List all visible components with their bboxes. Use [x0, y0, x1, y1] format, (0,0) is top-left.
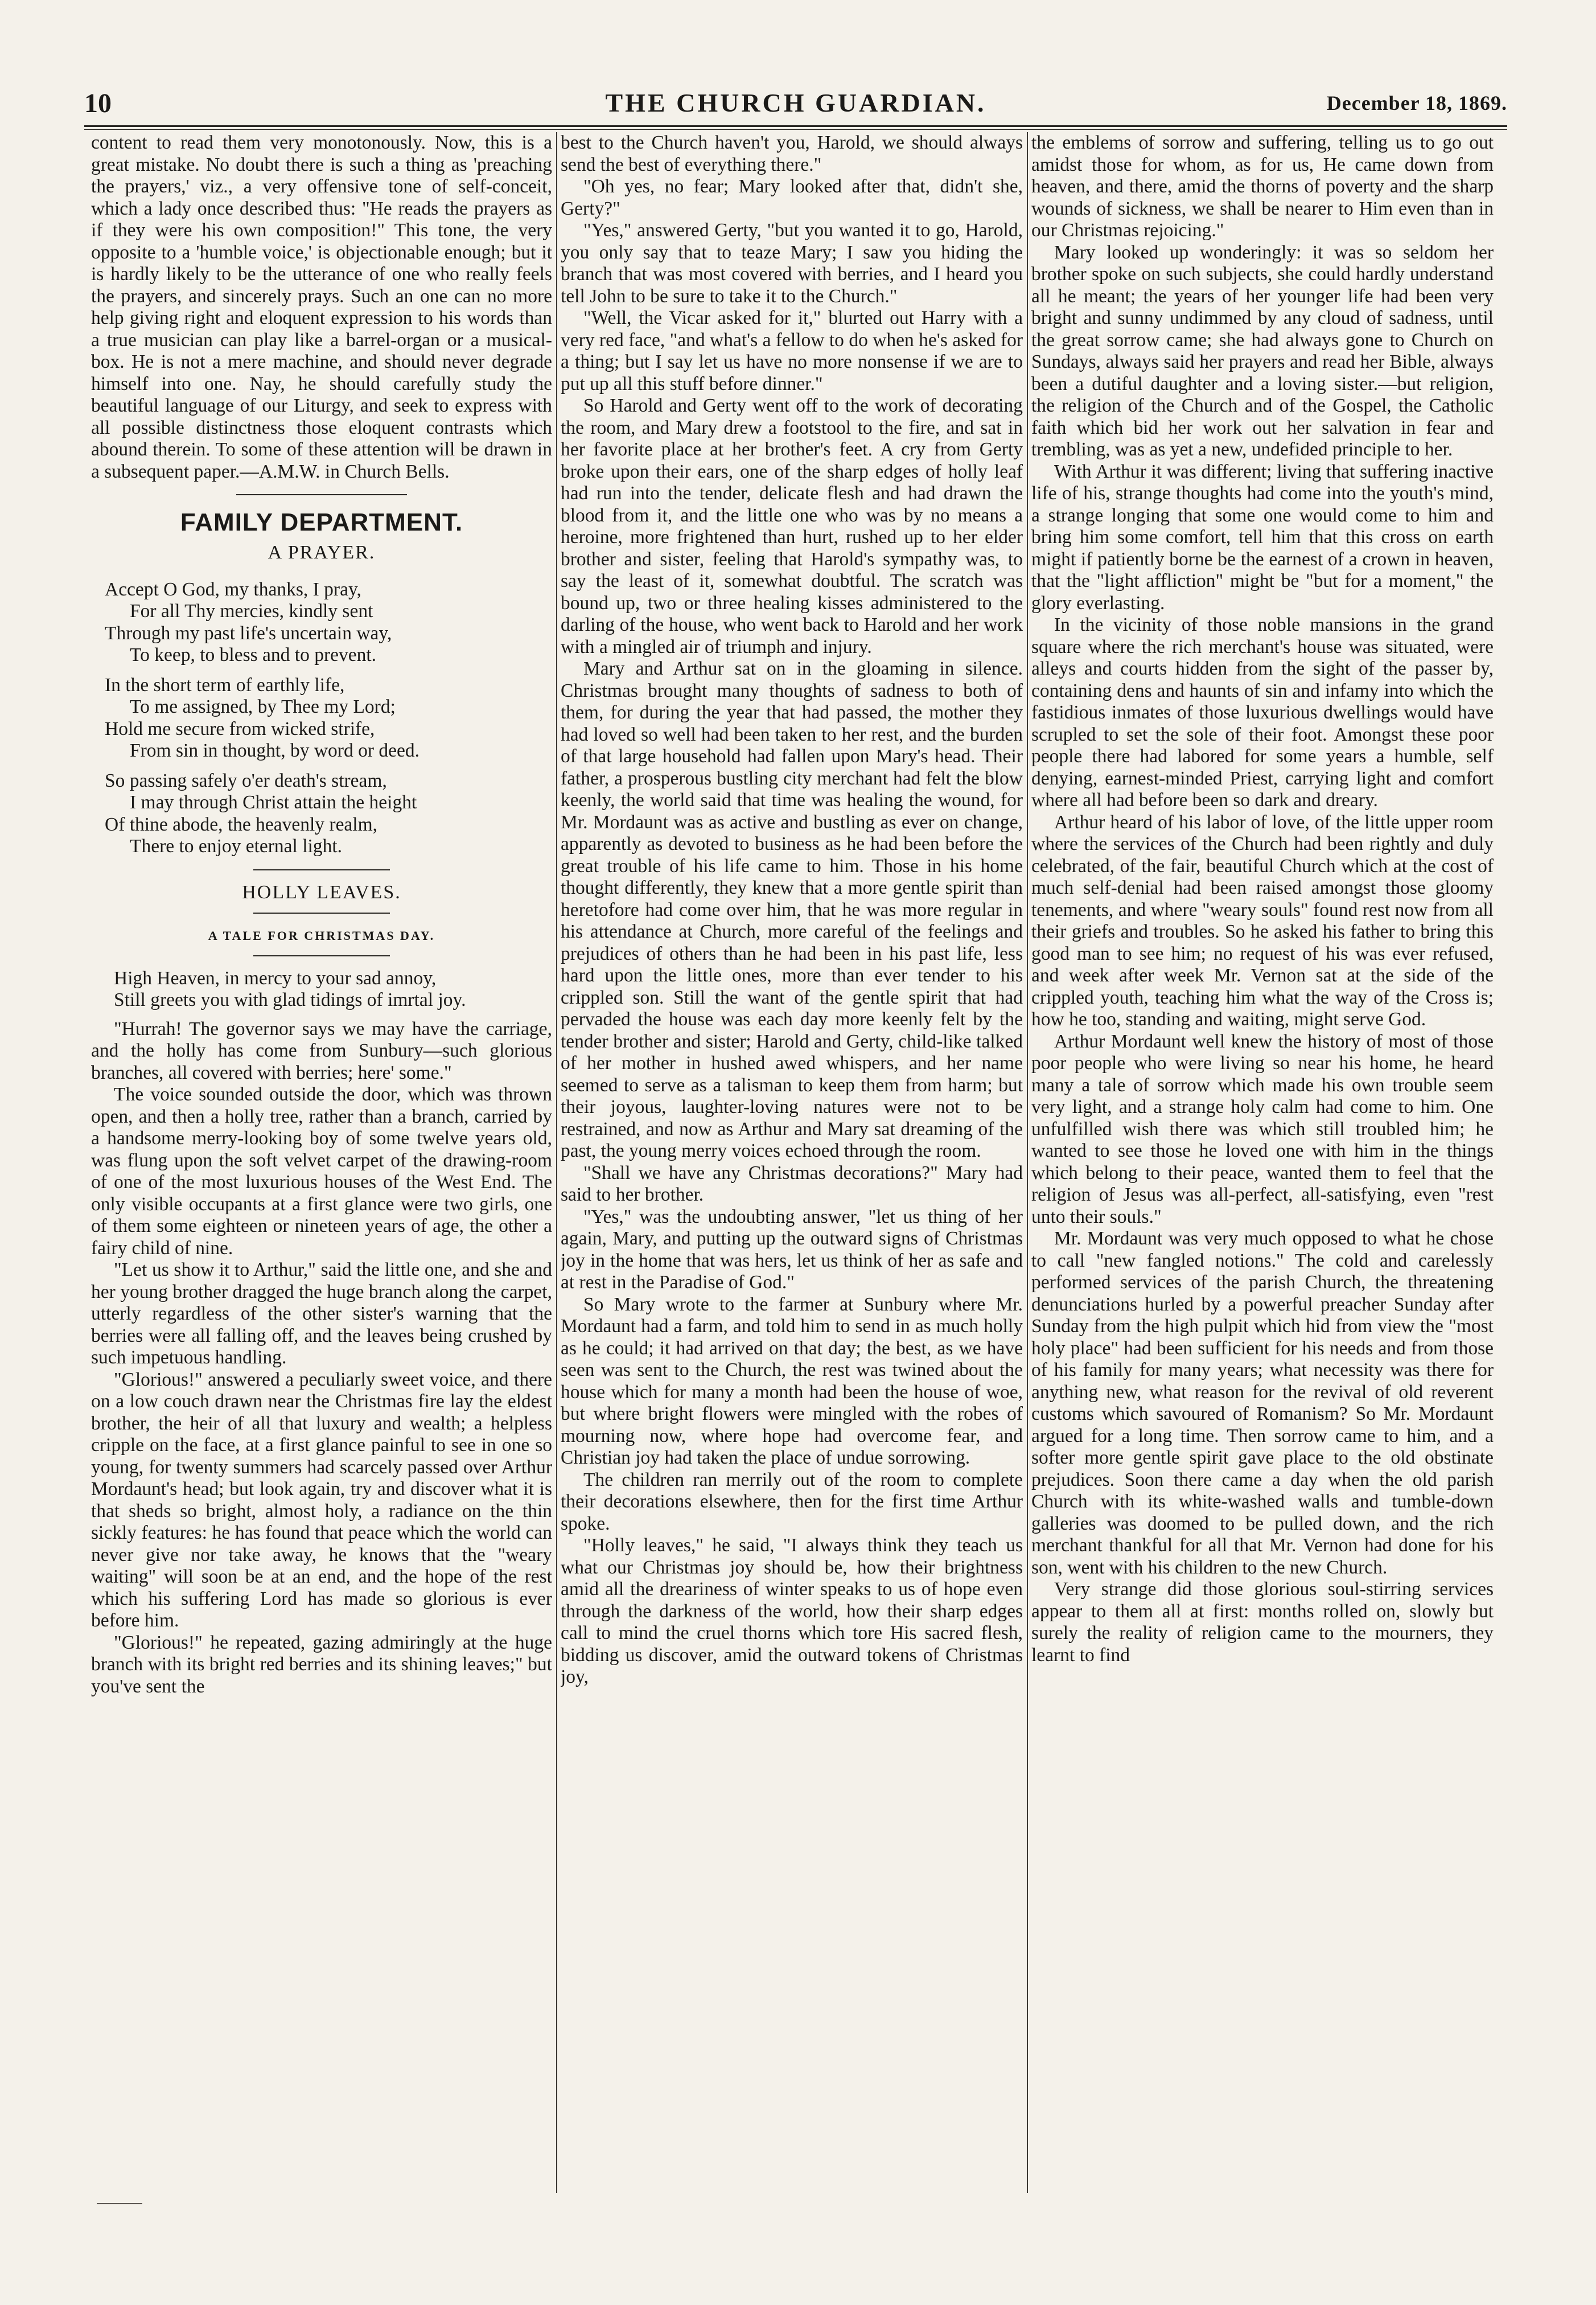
story-paragraph: Arthur Mordaunt well knew the history of most of those poor people who were living so near his home, he heard many a tale of sorrow which made his own trouble seem very light, and a strange holy calm had come to him. One unfulfilled wish there was which still troubled him; he wanted to see those he loved one with him in the things which belong to their peace, wanted them to feel that the religion of Jesus was all-perfect, all-satisfying, even "rest unto their souls." [1031, 1030, 1494, 1227]
poem-title: A PRAYER. [268, 542, 376, 563]
poem-line: Of thine abode, the heavenly realm, [105, 813, 378, 835]
masthead [84, 85, 1507, 121]
story-title: HOLLY LEAVES. [242, 881, 401, 903]
story-paragraph: "Well, the Vicar asked for it," blurted out Harry with a very red face, "and what's a fellow to do when he's asked for a thing; but I say let us have no more nonsense if we are to put up all this stuff before dinner." [561, 307, 1023, 395]
epigraph-line: Still greets you with glad tidings of imrtal joy. [114, 989, 466, 1010]
article-paragraph: content to read them very monotonously. Now, this is a great mistake. No doubt there is such a thing as 'preaching the prayers,' viz., a very offensive tone of self-conceit, which a lady once described thus: "He reads the prayers as if they were his own composition!" This tone, the very opposite to a 'humble voice,' is objectionable enough; but it is hardly likely to be the utterance of one who really feels the prayers, and sincerely prays. Such an one can no more help giving right and eloquent expression to his words than a true musician can play like a barrel-organ or a musical-box. He is not a mere machine, and should never degrade himself into one. Nay, he should carefully study the beautiful language of our Liturgy, and seek to express with all possible distinctness those eloquent contrasts which abound therein. To some of these attention will be drawn in a subsequent paper.—A.M.W. in Church Bells. [91, 132, 552, 482]
section-rule [253, 913, 390, 914]
poem-line: So passing safely o'er death's stream, [105, 770, 387, 791]
page-number: 10 [84, 88, 112, 118]
section-rule [236, 494, 407, 495]
story-paragraph: Mr. Mordaunt was very much opposed to what he chose to call "new fangled notions." The cold and carelessly performed services of the parish Church, the threatening denunciations hurled by a powerful preacher Sunday after Sunday from the high pulpit which hid from view the "most holy place" had been sufficient for his needs and from those of his family for many years; what necessity was there for anything new, what reason for the revival of old reverent customs which savoured of Romanism? So Mr. Mordaunt argued for a long time. Then sorrow came to him, and a softer more gentle spirit gave place to the old obstinate prejudices. Soon there came a day when the old parish Church with its white-washed walls and tumble-down galleries was doomed to be pulled down, and the rich merchant thankful for all that Mr. Vernon had done for his son, went with his children to the new Church. [1031, 1228, 1494, 1578]
poem-line: Hold me secure from wicked strife, [105, 718, 375, 739]
section-heading: FAMILY DEPARTMENT. [180, 508, 463, 536]
story-paragraph: "Oh yes, no fear; Mary looked after that, didn't she, Gerty?" [561, 176, 1023, 219]
story-paragraph: In the vicinity of those noble mansions in the grand square where the rich merchant's house was situated, were alleys and courts hidden from the sight of the passer by, containing dens and haunts of sin and infamy into which the fastidious inmates of those luxurious dwellings would have scrupled to set the sole of their foot. Amongst these poor people there had labored for some years a humble, self denying, earnest-minded Priest, carrying light and comfort where all had before been so dark and dreary. [1031, 614, 1494, 811]
poem-line: To keep, to bless and to prevent. [130, 644, 377, 665]
story-paragraph: Very strange did those glorious soul-stirring services appear to them all at first: months rolled on, slowly but surely the reality of religion came to the mourners, they learnt to find [1031, 1579, 1494, 1666]
poem-line: I may through Christ attain the height [130, 792, 417, 813]
story-paragraph: The children ran merrily out of the room to complete their decorations elsewhere, then for the first time Arthur spoke. [561, 1469, 1023, 1534]
footer-rule [97, 2203, 142, 2204]
story-paragraph: "Glorious!" answered a peculiarly sweet voice, and there on a low couch drawn near the Christmas fire lay the eldest brother, the heir of all that luxury and wealth; a helpless cripple on the face, at a first glance painful to see in one so young, for twenty summers had scarcely passed over Arthur Mordaunt's head; but look again, try and discover what it is that sheds so bright, almost holy, a radiance on the thin sickly features: he has found that peace which the world can never give nor take away, he knows that the "weary waiting" will soon be at an end, and the hope of the rest which his suffering Lord has made so glorious is ever before him. [91, 1369, 552, 1631]
poem-line: There to enjoy eternal light. [130, 836, 343, 857]
poem-line: From sin in thought, by word or deed. [130, 740, 419, 761]
column-2 [561, 132, 1023, 2193]
story-paragraph: With Arthur it was different; living that suffering inactive life of his, strange thoughts had come into the youth's mind, a strange longing that some one would come to him and bring him some comfort, tell him that this cross on earth might if patiently borne be the earnest of a crown in heaven, that the "light affliction" might be "but for a moment," the glory everlasting. [1031, 461, 1494, 614]
story-paragraph: The voice sounded outside the door, which was thrown open, and then a holly tree, rather than a branch, carried by a handsome merry-looking boy of some twelve years old, was flung upon the soft velvet carpet of the drawing-room of one of the most luxurious houses of the West End. The only visible occupants at a first glance were two girls, one of them some eighteen or nineteen years of age, the other a fairy child of nine. [91, 1084, 552, 1259]
section-rule [253, 955, 390, 956]
story-paragraph: "Yes," was the undoubting answer, "let us thing of her again, Mary, and putting up the outward signs of Christmas joy in the home that was hers, let us think of her as safe and at rest in the Paradise of God." [561, 1206, 1023, 1293]
poem-line: For all Thy mercies, kindly sent [130, 601, 373, 622]
story-paragraph: "Let us show it to Arthur," said the little one, and she and her young brother dragged the huge branch along the carpet, utterly regardless of the other sister's warning that the berries were all falling off, and the leaves being crushed by such impetuous handling. [91, 1259, 552, 1368]
masthead-rule-thin [84, 129, 1507, 130]
poem [91, 579, 552, 858]
poem-line: Through my past life's uncertain way, [105, 622, 392, 644]
poem-line: To me assigned, by Thee my Lord; [130, 696, 396, 717]
story-paragraph: "Yes," answered Gerty, "but you wanted it to go, Harold, you only say that to teaze Mary; I saw you hiding the branch that was most covered with berries, and I heard you tell John to be sure to take it to the Church." [561, 220, 1023, 307]
story-paragraph: "Hurrah! The governor says we may have the carriage, and the holly has come from Sunbury—such glorious branches, all covered with berries; here' some." [91, 1018, 552, 1083]
poem-stanza [105, 579, 552, 667]
newspaper-title: THE CHURCH GUARDIAN. [605, 88, 986, 117]
story-paragraph: Mary looked up wonderingly: it was so seldom her brother spoke on such subjects, she could hardly understand all he meant; the years of her younger life had been very bright and sunny undimmed by any cloud of sadness, until the great sorrow came; she had always gone to Church on Sundays, always said her prayers and read her Bible, always been a dutiful daughter and a loving sister.—but religion, the religion of the Church and of the Gospel, the Catholic faith which bid her work out her salvation in fear and trembling, was as yet a new, undefided principle to her. [1031, 241, 1494, 460]
column-divider [1027, 132, 1028, 2193]
poem-line: Accept O God, my thanks, I pray, [105, 578, 361, 600]
column-3 [1031, 132, 1494, 2193]
poem-line: In the short term of earthly life, [105, 674, 345, 696]
story-paragraph: Mary and Arthur sat on in the gloaming in silence. Christmas brought many thoughts of sadness to both of them, for during the year that had passed, the mother they had loved so well had been taken to her rest, and the burden of that large household had fallen upon Mary's head. Their father, a prosperous bustling city merchant had felt the blow keenly, the world said that time was healing the wound, for Mr. Mordaunt was as active and bustling as ever on change, apparently as devoted to business as he had been before the great trouble of his life came to him. Those in his home thought differently, they knew that a more gentle spirit than heretofore had come over him, that he was more regular in his attendance at Church, more careful of the feelings and prejudices of others than he had been in his past life, less hard upon the little ones, more than ever tender to his crippled son. Still the want of the gentle spirit that had pervaded the house was each day more keenly felt by the tender brother and sister; Harold and Gerty, child-like talked of her mother in hushed awed whispers, and her name seemed to serve as a talisman to keep them from harm; but their joyous, laughter-loving natures were not to be restrained, and now as Arthur and Mary sat dreaming of the past, the young merry voices echoed through the room. [561, 658, 1023, 1161]
section-rule [253, 869, 390, 870]
issue-date: December 18, 1869. [1326, 92, 1507, 114]
poem-stanza [105, 770, 552, 858]
column-divider [556, 132, 557, 2193]
story-paragraph: Arthur heard of his labor of love, of the little upper room where the services of the Church had been rightly and duly celebrated, of the fair, beautiful Church which at the cost of much self-denial had been raised amongst those gloomy tenements, and where "weary souls" found rest now from all their griefs and troubles. So he asked his father to bring this good man to see him; no request of his was ever refused, and week after week Mr. Vernon sat at the side of the crippled youth, teaching him what the way of the Cross is; how he too, standing and waiting, might serve God. [1031, 811, 1494, 1030]
epigraph-line: High Heaven, in mercy to your sad annoy, [114, 967, 437, 989]
story-paragraph: So Mary wrote to the farmer at Sunbury where Mr. Mordaunt had a farm, and told him to send in as much holly as he could; it had arrived on that day; the best, as we have seen was sent to the Church, the rest was twined about the house which for many a month had been the house of woe, but where bright flowers were mingled with the robes of mourning now, where hope had overcome fear, and Christian joy had taken the place of undue sorrowing. [561, 1293, 1023, 1468]
story-subtitle: A TALE FOR CHRISTMAS DAY. [208, 928, 435, 943]
story-paragraph: "Shall we have any Christmas decorations?" Mary had said to her brother. [561, 1162, 1023, 1205]
column-1 [91, 132, 552, 2193]
masthead-rule [84, 125, 1507, 127]
poem-stanza [105, 675, 552, 762]
story-paragraph: "Glorious!" he repeated, gazing admiringly at the huge branch with its bright red berries and its shining leaves;" but you've sent the [91, 1632, 552, 1697]
story-paragraph: the emblems of sorrow and suffering, telling us to go out amidst those for whom, as for us, He came down from heaven, and there, amid the thorns of poverty and the sharp wounds of sickness, we shall be nearer to Him even than in our Christmas rejoicing." [1031, 132, 1494, 241]
story-paragraph: best to the Church haven't you, Harold, we should always send the best of everything there." [561, 132, 1023, 175]
story-paragraph: "Holly leaves," he said, "I always think they teach us what our Christmas joy should be, how their brightness amid all the dreariness of winter speaks to us of hope even through the darkness of the world, how their sharp edges call to mind the cruel thorns which tore His sacred flesh, bidding us discover, amid the outward tokens of Christmas joy, [561, 1535, 1023, 1687]
story-paragraph: So Harold and Gerty went off to the work of decorating the room, and Mary drew a footstool to the fire, and sat in her favorite place at her brother's feet. A cry from Gerty broke upon their ears, one of the sharp edges of holly leaf had run into the tender, delicate flesh and had drawn the blood from it, and the little one who was by no means a heroine, more frightened than hurt, rushed up to her elder brother and sister, feeling that Harold's sympathy was, to say the least of it, somewhat doubtful. The scratch was bound up, two or three healing kisses administered to the darling of the house, who went back to Harold and her work with a mingled air of triumph and injury. [561, 395, 1023, 658]
